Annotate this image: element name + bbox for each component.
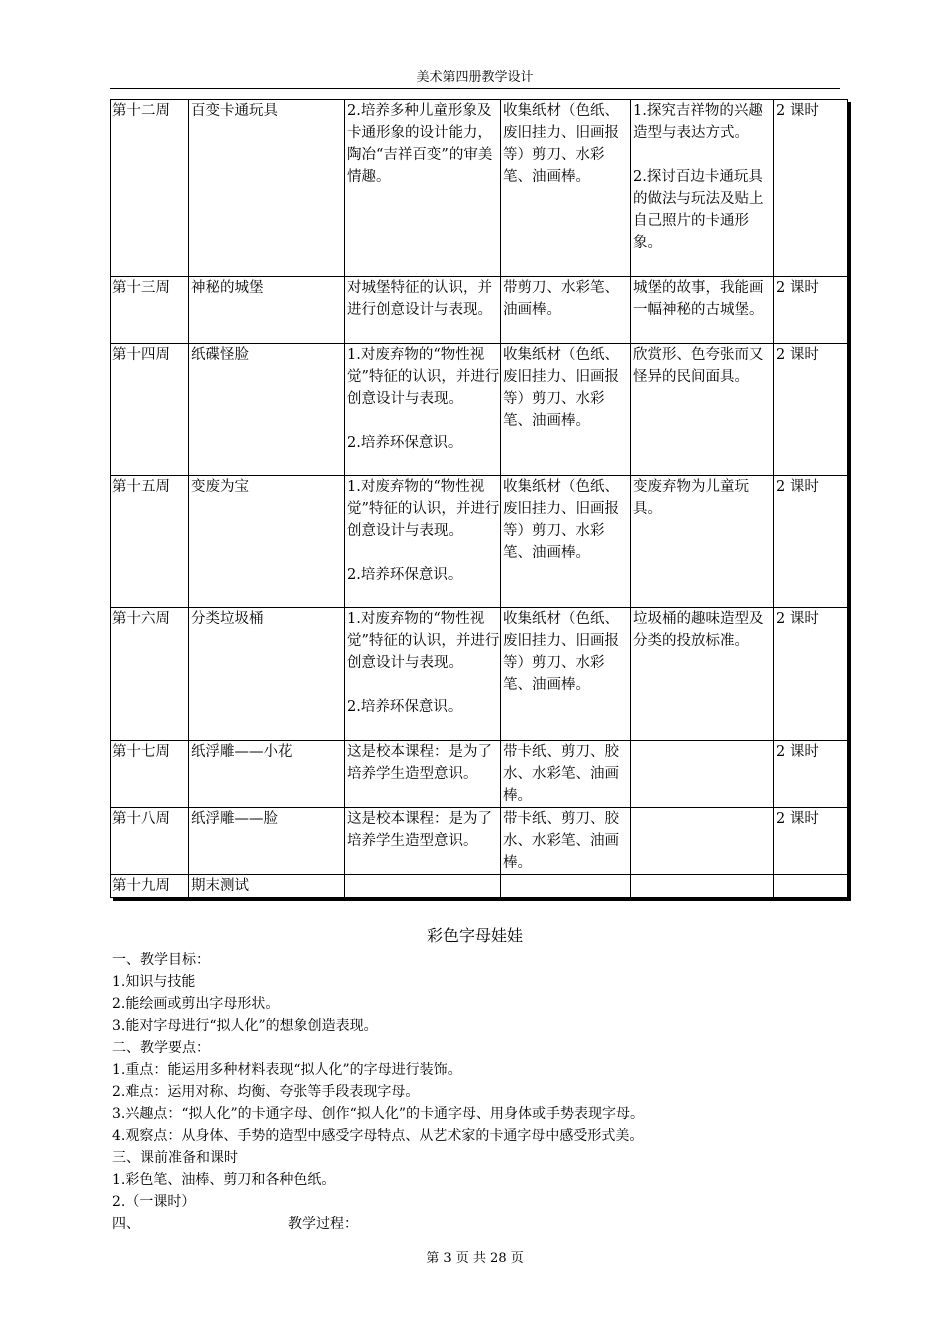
hours-cell: 2 课时 (774, 808, 848, 875)
materials-cell: 收集纸材（色纸、废旧挂力、旧画报等）剪刀、水彩笔、油画棒。 (501, 476, 631, 608)
hours-cell: 2 课时 (774, 741, 848, 808)
table-row (111, 476, 848, 608)
materials-cell: 带卡纸、剪刀、胶水、水彩笔、油画棒。 (501, 741, 631, 808)
section-number: 四、 (112, 1216, 140, 1232)
activity-cell: 欣赏形、色夸张而又怪异的民间面具。 (631, 344, 774, 476)
lesson-title-cell: 百变卡通玩具 (189, 100, 345, 277)
table-row (111, 808, 848, 875)
page-footer: 第 3 页 共 28 页 (426, 1251, 524, 1266)
table-row (111, 875, 848, 898)
activity-cell: 变废弃物为儿童玩具。 (631, 476, 774, 608)
table-row (111, 741, 848, 808)
body-line: 3.兴趣点：“拟人化”的卡通字母、创作“拟人化”的卡通字母、用身体或手势表现字母。 (112, 1106, 644, 1122)
body-line: 3.能对字母进行“拟人化”的想象创造表现。 (112, 1018, 378, 1034)
goals-cell: 1.对废弃物的“物性视觉”特征的认识，并进行创意设计与表现。 2.培养环保意识。 (345, 344, 501, 476)
lesson-title-cell: 纸浮雕——小花 (189, 741, 345, 808)
week-cell: 第十八周 (111, 808, 189, 875)
activity-cell (631, 875, 774, 898)
lesson-title-cell: 神秘的城堡 (189, 277, 345, 344)
activity-cell: 城堡的故事，我能画一幅神秘的古城堡。 (631, 277, 774, 344)
activity-cell: 垃圾桶的趣味造型及分类的投放标准。 (631, 608, 774, 741)
page-header: 美术第四册教学设计 (416, 70, 534, 85)
body-line: 4.观察点：从身体、手势的造型中感受字母特点、从艺术家的卡通字母中感受形式美。 (112, 1128, 644, 1144)
week-cell: 第十四周 (111, 344, 189, 476)
lesson-title-cell: 期末测试 (189, 875, 345, 898)
body-line: 2.能绘画或剪出字母形状。 (112, 996, 280, 1012)
week-cell: 第十六周 (111, 608, 189, 741)
header-rule (110, 88, 840, 89)
materials-cell: 带剪刀、水彩笔、油画棒。 (501, 277, 631, 344)
section-heading-text: 教学过程： (288, 1216, 358, 1232)
lesson-title-cell: 变废为宝 (189, 476, 345, 608)
week-cell: 第十七周 (111, 741, 189, 808)
materials-cell: 收集纸材（色纸、废旧挂力、旧画报等）剪刀、水彩笔、油画棒。 (501, 344, 631, 476)
lesson-plan-body (112, 949, 644, 1235)
goals-cell: 1.对废弃物的“物性视觉”特征的认识，并进行创意设计与表现。 2.培养环保意识。 (345, 476, 501, 608)
hours-cell: 2 课时 (774, 100, 848, 277)
week-cell: 第十五周 (111, 476, 189, 608)
hours-cell: 2 课时 (774, 608, 848, 741)
section-heading-process (112, 1213, 644, 1235)
body-line: 2.（一课时） (112, 1194, 196, 1210)
goals-cell: 这是校本课程：是为了培养学生造型意识。 (345, 808, 501, 875)
goals-cell (345, 875, 501, 898)
lesson-title-cell: 分类垃圾桶 (189, 608, 345, 741)
table-row (111, 277, 848, 344)
week-cell: 第十三周 (111, 277, 189, 344)
goals-cell: 1.对废弃物的“物性视觉”特征的认识，并进行创意设计与表现。 2.培养环保意识。 (345, 608, 501, 741)
body-line: 2.难点：运用对称、均衡、夸张等手段表现字母。 (112, 1084, 420, 1100)
activity-cell (631, 741, 774, 808)
activity-cell: 1.探究吉祥物的兴趣造型与表达方式。 2.探讨百边卡通玩具的做法与玩法及贴上自己照片的卡通形象。 (631, 100, 774, 277)
hours-cell: 2 课时 (774, 344, 848, 476)
section-heading: 一、教学目标： (112, 952, 210, 968)
table-row (111, 100, 848, 277)
body-line: 1.知识与技能 (112, 974, 196, 990)
activity-cell (631, 808, 774, 875)
materials-cell: 收集纸材（色纸、废旧挂力、旧画报等）剪刀、水彩笔、油画棒。 (501, 608, 631, 741)
lesson-title-cell: 纸碟怪脸 (189, 344, 345, 476)
week-cell: 第十九周 (111, 875, 189, 898)
schedule-table (110, 99, 848, 898)
hours-cell: 2 课时 (774, 476, 848, 608)
materials-cell: 收集纸材（色纸、废旧挂力、旧画报等）剪刀、水彩笔、油画棒。 (501, 100, 631, 277)
table-row (111, 608, 848, 741)
lesson-title-cell: 纸浮雕——脸 (189, 808, 345, 875)
hours-cell (774, 875, 848, 898)
goals-cell: 2.培养多种儿童形象及卡通形象的设计能力，陶冶“吉祥百变”的审美情趣。 (345, 100, 501, 277)
goals-cell: 这是校本课程：是为了培养学生造型意识。 (345, 741, 501, 808)
week-cell: 第十二周 (111, 100, 189, 277)
table-row (111, 344, 848, 476)
materials-cell: 带卡纸、剪刀、胶水、水彩笔、油画棒。 (501, 808, 631, 875)
materials-cell (501, 875, 631, 898)
hours-cell: 2 课时 (774, 277, 848, 344)
body-line: 1.彩色笔、油棒、剪刀和各种色纸。 (112, 1172, 336, 1188)
section-heading: 三、课前准备和课时 (112, 1150, 238, 1166)
lesson-plan-title: 彩色字母娃娃 (426, 926, 523, 945)
goals-cell: 对城堡特征的认识，并进行创意设计与表现。 (345, 277, 501, 344)
section-heading: 二、教学要点： (112, 1040, 210, 1056)
body-line: 1.重点：能运用多种材料表现“拟人化”的字母进行装饰。 (112, 1062, 462, 1078)
